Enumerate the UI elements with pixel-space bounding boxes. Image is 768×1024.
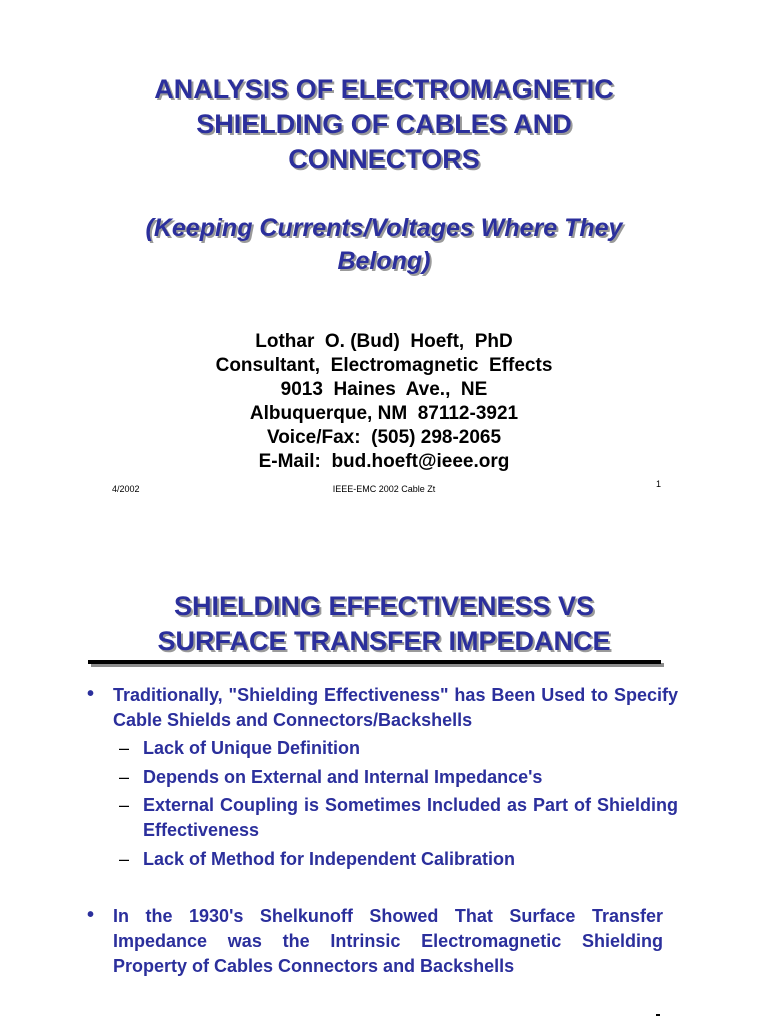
slide-1-subtitle <box>0 212 768 278</box>
title-line: SURFACE TRANSFER IMPEDANCE <box>157 626 611 656</box>
dash-icon: – <box>119 795 130 815</box>
footer-date: 4/2002 <box>112 484 140 494</box>
bullet-text: Traditionally, "Shielding Effectiveness" has Been Used to Specify Cable Shields and Connectors/Backshells <box>113 685 678 730</box>
slide-1 <box>0 0 768 500</box>
sub-bullet-text: Lack of Unique Definition <box>143 738 361 758</box>
title-line: CONNECTORS <box>288 144 480 174</box>
sub-bullet-item <box>119 793 678 843</box>
dash-icon: – <box>119 849 130 869</box>
sub-bullet-text: Lack of Method for Independent Calibration <box>143 849 516 869</box>
title-underline-rule <box>88 660 661 664</box>
sub-bullet-item <box>119 847 678 872</box>
bullet-dot-icon: • <box>87 904 95 926</box>
bullet-item <box>87 904 663 979</box>
author-block <box>0 330 768 474</box>
author-line: Consultant, Electromagnetic Effects <box>215 355 553 376</box>
author-line: Voice/Fax: (505) 298-2065 <box>266 427 502 448</box>
author-line: 9013 Haines Ave., NE <box>280 379 488 400</box>
footer-center-text: IEEE-EMC 2002 Cable Zt <box>332 484 436 494</box>
slide-2-title <box>0 589 768 659</box>
slide-1-title <box>0 72 768 177</box>
page-edge-mark <box>656 1014 660 1016</box>
title-line: SHIELDING OF CABLES AND <box>196 109 572 139</box>
bullet-text: In the 1930's Shelkunoff Showed That Surface Transfer Impedance was the Intrinsic Electromagnetic Shielding Property of Cables Connectors and Backshells <box>113 906 663 976</box>
author-email-line: E-Mail: bud.hoeft@ieee.org <box>258 451 510 472</box>
bullet-item <box>87 683 678 733</box>
subtitle-line: Belong) <box>337 247 431 275</box>
author-line: Albuquerque, NM 87112-3921 <box>249 403 519 424</box>
sub-bullet-item <box>119 736 678 761</box>
footer-page-number: 1 <box>656 479 662 489</box>
bullet-dot-icon: • <box>87 683 95 705</box>
slide-2 <box>0 500 768 1024</box>
author-line: Lothar O. (Bud) Hoeft, PhD <box>255 331 513 352</box>
dash-icon: – <box>119 767 130 787</box>
sub-bullet-item <box>119 765 678 790</box>
dash-icon: – <box>119 738 130 758</box>
subtitle-line: (Keeping Currents/Voltages Where They <box>145 214 623 242</box>
sub-bullet-text: External Coupling is Sometimes Included as Part of Shielding Effectiveness <box>143 795 678 840</box>
sub-bullet-text: Depends on External and Internal Impedance's <box>143 767 543 787</box>
title-line: ANALYSIS OF ELECTROMAGNETIC <box>154 74 614 104</box>
title-line: SHIELDING EFFECTIVENESS VS <box>173 591 595 621</box>
